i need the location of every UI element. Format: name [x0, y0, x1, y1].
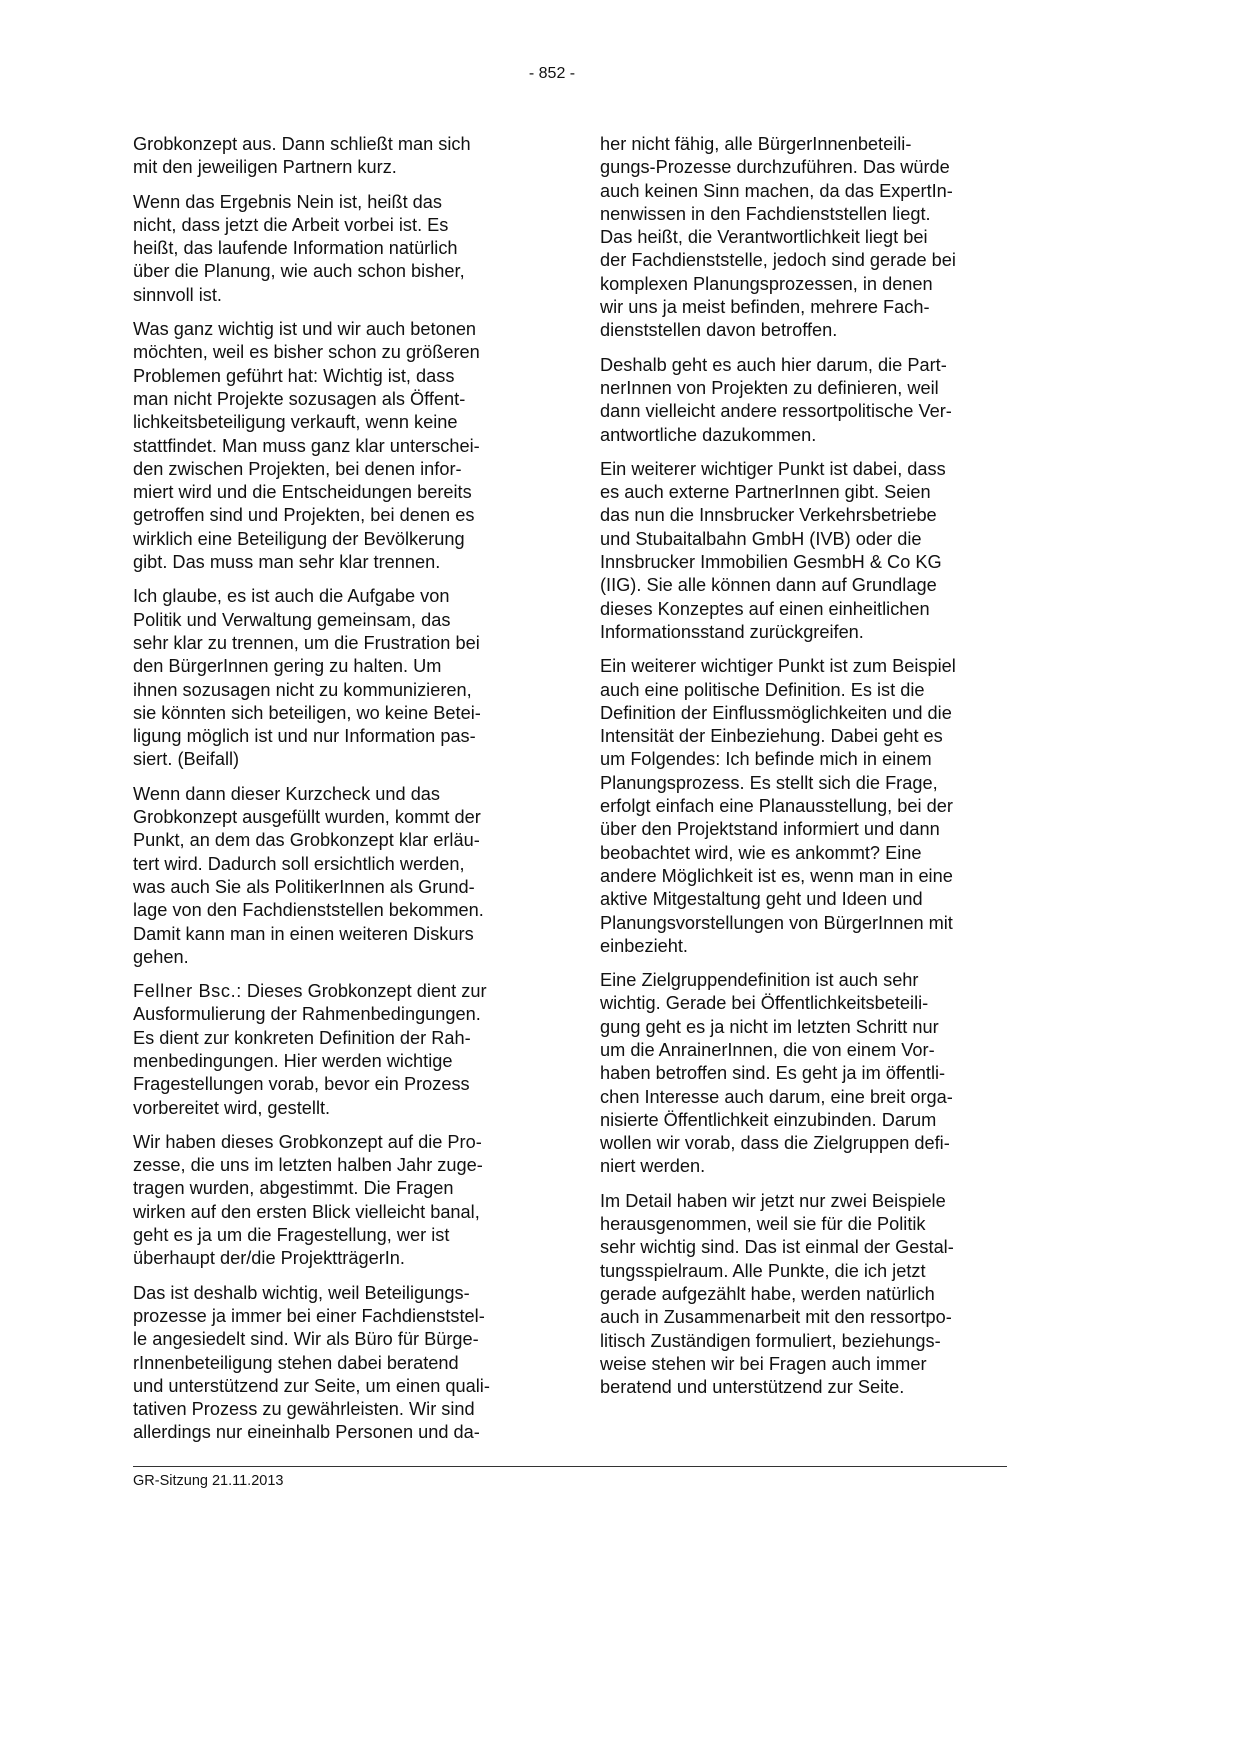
text-line: Es dient zur konkreten Definition der Rah-	[133, 1027, 471, 1048]
text-line: miert wird und die Entscheidungen bereits	[133, 482, 472, 503]
text-line: Deshalb geht es auch hier darum, die Part-	[600, 354, 947, 375]
text-line: tativen Prozess zu gewährleisten. Wir sind	[133, 1399, 475, 1420]
text-line: menbedingungen. Hier werden wichtige	[133, 1050, 453, 1071]
text-line: sehr klar zu trennen, um die Frustration bei	[133, 632, 480, 653]
text-line: und Stubaitalbahn GmbH (IVB) oder die	[600, 528, 922, 549]
footer-divider	[133, 1466, 1007, 1467]
text-line: Punkt, an dem das Grobkonzept klar erläu-	[133, 830, 480, 851]
paragraph	[133, 1131, 543, 1271]
text-line: Problemen geführt hat: Wichtig ist, dass	[133, 365, 455, 386]
text-line: den zwischen Projekten, bei denen infor-	[133, 458, 462, 479]
text-line: Ich glaube, es ist auch die Aufgabe von	[133, 586, 450, 607]
text-line: komplexen Planungsprozessen, in denen	[600, 273, 933, 294]
left-column	[133, 133, 543, 1445]
text-line: Das ist deshalb wichtig, weil Beteiligungs-	[133, 1282, 470, 1303]
text-line: andere Möglichkeit ist es, wenn man in eine	[600, 865, 953, 886]
text-line: niert werden.	[600, 1156, 706, 1177]
text-line: tungsspielraum. Alle Punkte, die ich jetzt	[600, 1260, 926, 1281]
text-line: nerInnen von Projekten zu definieren, weil	[600, 377, 939, 398]
text-line: über die Planung, wie auch schon bisher,	[133, 261, 465, 282]
text-line: beobachtet wird, wie es ankommt? Eine	[600, 842, 922, 863]
text-line: wirklich eine Beteiligung der Bevölkerung	[133, 528, 465, 549]
text-line: das nun die Innsbrucker Verkehrsbetriebe	[600, 505, 937, 526]
footer-session-date: GR-Sitzung 21.11.2013	[133, 1473, 284, 1489]
text-line: Intensität der Einbeziehung. Dabei geht es	[600, 726, 943, 747]
paragraph	[600, 458, 1010, 644]
text-line: was auch Sie als PolitikerInnen als Grund-	[133, 876, 475, 897]
text-line: ihnen sozusagen nicht zu kommunizieren,	[133, 679, 472, 700]
text-line: zesse, die uns im letzten halben Jahr zuge-	[133, 1155, 483, 1176]
text-line: gung geht es ja nicht im letzten Schritt nur	[600, 1016, 939, 1037]
text-line: tragen wurden, abgestimmt. Die Fragen	[133, 1178, 454, 1199]
text-line: Grobkonzept aus. Dann schließt man sich	[133, 134, 471, 154]
text-line: Planungsprozess. Es stellt sich die Frage,	[600, 772, 938, 793]
text-line: nenwissen in den Fachdienststellen liegt.	[600, 203, 931, 224]
text-line: stattfindet. Man muss ganz klar unterschei-	[133, 435, 480, 456]
paragraph	[600, 655, 1010, 958]
text-line: dieses Konzeptes auf einen einheitlichen	[600, 598, 930, 619]
text-line: Ausformulierung der Rahmenbedingungen.	[133, 1004, 481, 1025]
text-line: Wenn das Ergebnis Nein ist, heißt das	[133, 191, 443, 212]
text-line: le angesiedelt sind. Wir als Büro für Bürge-	[133, 1329, 479, 1350]
paragraph	[600, 969, 1010, 1179]
paragraph	[600, 1190, 1010, 1400]
text-line: mit den jeweiligen Partnern kurz.	[133, 157, 397, 178]
text-line: es auch externe PartnerInnen gibt. Seien	[600, 482, 931, 503]
paragraph	[133, 1282, 543, 1445]
text-line: ligung möglich ist und nur Information pas-	[133, 726, 476, 747]
text-line: sie könnten sich beteiligen, wo keine Betei-	[133, 702, 481, 723]
text-line: chen Interesse auch darum, eine breit orga-	[600, 1086, 953, 1107]
text-line: sinnvoll ist.	[133, 284, 222, 305]
text-line: auch keinen Sinn machen, da das ExpertIn-	[600, 180, 953, 201]
text-line: nicht, dass jetzt die Arbeit vorbei ist. Es	[133, 214, 449, 235]
text-line: herausgenommen, weil sie für die Politik	[600, 1214, 926, 1235]
page-number: - 852 -	[528, 65, 576, 82]
speaker-name: Fellner Bsc.:	[133, 981, 242, 1002]
text-line: Definition der Einflussmöglichkeiten und die	[600, 702, 952, 723]
text-line: sehr wichtig sind. Das ist einmal der Gestal-	[600, 1237, 954, 1258]
text-line: gungs-Prozesse durchzuführen. Das würde	[600, 157, 950, 178]
text-line: weise stehen wir bei Fragen auch immer	[600, 1353, 927, 1374]
text-line: gerade aufgezählt habe, werden natürlich	[600, 1283, 935, 1304]
text-line: möchten, weil es bisher schon zu größeren	[133, 342, 480, 363]
text-line: tert wird. Dadurch soll ersichtlich werden,	[133, 853, 465, 874]
text-line	[133, 980, 543, 1003]
text-line: auch eine politische Definition. Es ist die	[600, 679, 925, 700]
speaker-paragraph	[133, 980, 543, 1120]
text-line: Wir haben dieses Grobkonzept auf die Pro-	[133, 1131, 482, 1152]
text-line: her nicht fähig, alle BürgerInnenbeteili-	[600, 134, 912, 154]
text-line: allerdings nur eineinhalb Personen und da-	[133, 1422, 480, 1443]
text-line: Wenn dann dieser Kurzcheck und das	[133, 783, 441, 804]
paragraph	[600, 354, 1010, 447]
text-line: siert. (Beifall)	[133, 749, 240, 770]
text-line: getroffen sind und Projekten, bei denen es	[133, 505, 475, 526]
text-line: Damit kann man in einen weiteren Diskurs	[133, 923, 474, 944]
text-line: wir uns ja meist befinden, mehrere Fach-	[600, 297, 930, 318]
text-line: wollen wir vorab, dass die Zielgruppen defi-	[600, 1133, 950, 1154]
text-line: man nicht Projekte sozusagen als Öffent-	[133, 388, 466, 409]
paragraph	[133, 318, 543, 574]
text-line: lage von den Fachdienststellen bekommen.	[133, 900, 484, 921]
text-line: Innsbrucker Immobilien GesmbH & Co KG	[600, 552, 942, 573]
text-line: Planungsvorstellungen von BürgerInnen mit	[600, 912, 953, 933]
text-line: wirken auf den ersten Blick vielleicht banal,	[133, 1201, 480, 1222]
text-line: heißt, das laufende Information natürlich	[133, 238, 458, 259]
text-line: aktive Mitgestaltung geht und Ideen und	[600, 889, 923, 910]
text-line: nisierte Öffentlichkeit einzubinden. Darum	[600, 1109, 937, 1130]
text-line: Was ganz wichtig ist und wir auch betonen	[133, 319, 477, 340]
text-line: Informationsstand zurückgreifen.	[600, 621, 864, 642]
paragraph	[133, 783, 543, 969]
text-line: einbezieht.	[600, 935, 688, 956]
text-line: lichkeitsbeteiligung verkauft, wenn keine	[133, 412, 458, 433]
text-line: Eine Zielgruppendefinition ist auch sehr	[600, 970, 919, 991]
text-line: überhaupt der/die ProjektträgerIn.	[133, 1248, 405, 1269]
text-line: Ein weiterer wichtiger Punkt ist dabei, dass	[600, 458, 946, 479]
text-line: geht es ja um die Fragestellung, wer ist	[133, 1225, 450, 1246]
text-line: gehen.	[133, 946, 189, 967]
text-line: litisch Zuständigen formuliert, beziehungs-	[600, 1330, 941, 1351]
text-line: der Fachdienststelle, jedoch sind gerade bei	[600, 250, 956, 271]
text-line: (IIG). Sie alle können dann auf Grundlage	[600, 575, 937, 596]
text-line: antwortliche dazukommen.	[600, 424, 817, 445]
text-line: Grobkonzept ausgefüllt wurden, kommt der	[133, 807, 481, 828]
text-line: prozesse ja immer bei einer Fachdienststel-	[133, 1305, 485, 1326]
text-line: erfolgt einfach eine Planausstellung, bei der	[600, 796, 953, 817]
text-line: den BürgerInnen gering zu halten. Um	[133, 656, 442, 677]
text-line: auch in Zusammenarbeit mit den ressortpo-	[600, 1307, 952, 1328]
text-line: um Folgendes: Ich befinde mich in einem	[600, 749, 932, 770]
text-line: haben betroffen sind. Es geht ja im öffentli-	[600, 1063, 946, 1084]
paragraph	[133, 133, 543, 180]
paragraph	[600, 133, 1010, 343]
text-line: Politik und Verwaltung gemeinsam, das	[133, 609, 451, 630]
text-line: Ein weiterer wichtiger Punkt ist zum Beispiel	[600, 656, 956, 677]
text-line: wichtig. Gerade bei Öffentlichkeitsbeteili-	[600, 993, 929, 1014]
text-line: beratend und unterstützend zur Seite.	[600, 1377, 905, 1398]
text-line: Im Detail haben wir jetzt nur zwei Beispiele	[600, 1190, 946, 1211]
speaker-text: Dieses Grobkonzept dient zur	[241, 981, 487, 1002]
paragraph	[133, 585, 543, 771]
text-line: um die AnrainerInnen, die von einem Vor-	[600, 1039, 935, 1060]
text-line: rInnenbeteiligung stehen dabei beratend	[133, 1352, 459, 1373]
text-line: über den Projektstand informiert und dann	[600, 819, 940, 840]
text-line: vorbereitet wird, gestellt.	[133, 1097, 331, 1118]
text-line: dienststellen davon betroffen.	[600, 320, 838, 341]
text-line: dann vielleicht andere ressortpolitische Ver-	[600, 401, 952, 422]
text-line: Fragestellungen vorab, bevor ein Prozess	[133, 1074, 470, 1095]
text-line: gibt. Das muss man sehr klar trennen.	[133, 552, 441, 573]
text-line: und unterstützend zur Seite, um einen quali-	[133, 1375, 490, 1396]
paragraph	[133, 191, 543, 307]
right-column	[600, 133, 1010, 1399]
text-line: Das heißt, die Verantwortlichkeit liegt bei	[600, 227, 928, 248]
